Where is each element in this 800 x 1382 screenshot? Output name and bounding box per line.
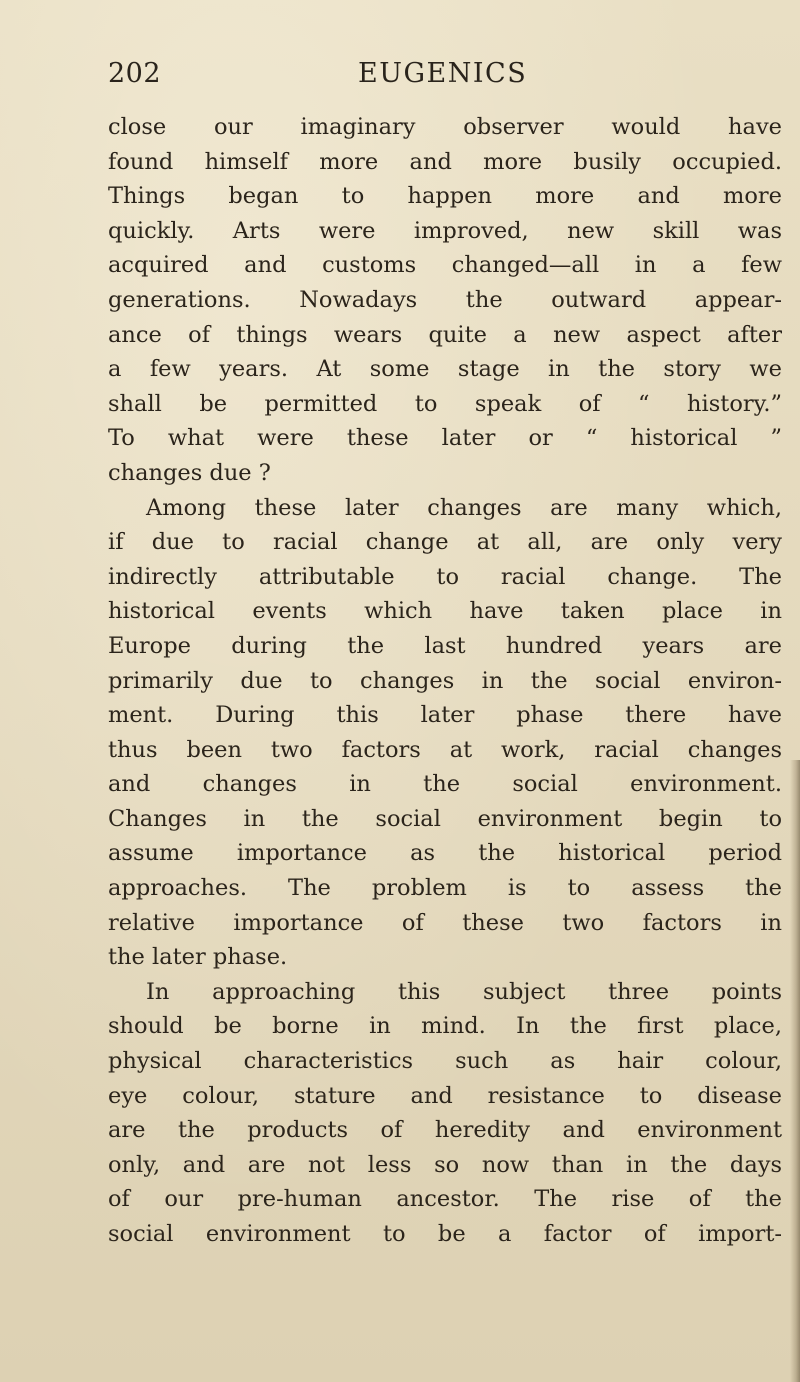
page-edge-shadow [790,760,800,1382]
page-header [108,52,778,96]
text-line: eye colour, stature and resistance to disease [108,1082,782,1109]
paragraph-end-line: changes due ? [108,459,271,486]
text-line: historical events which have taken place in [108,598,782,625]
page-number: 202 [108,58,162,89]
text-line: should be borne in mind. In the first place, [108,1013,782,1040]
text-line: Things began to happen more and more [108,183,782,210]
text-line: ance of things wears quite a new aspect after [108,321,782,348]
text-line: approaches. The problem is to assess the [108,875,782,902]
text-line: if due to racial change at all, are only very [108,529,782,556]
text-line: Europe during the last hundred years are [108,632,782,659]
text-line: close our imaginary observer would have [108,114,782,140]
text-line: only, and are not less so now than in the days [108,1151,782,1178]
text-line: found himself more and more busily occupied. [108,148,782,175]
body-text [108,110,782,1252]
text-line: acquired and customs changed—all in a few [108,252,782,279]
text-line: To what were these later or “ historical ” [108,425,782,452]
text-line: quickly. Arts were improved, new skill was [108,217,782,244]
text-line: a few years. At some stage in the story we [108,356,782,383]
text-line: ment. During this later phase there have [108,702,782,729]
paragraph-end-line: the later phase. [108,944,288,971]
text-line: and changes in the social environment. [108,771,782,798]
text-line: of our pre-human ancestor. The rise of the [108,1186,782,1213]
text-line: assume importance as the historical period [108,840,782,867]
text-line: indirectly attributable to racial change. The [108,563,782,590]
text-line: generations. Nowadays the outward appear- [108,286,782,313]
text-line: physical characteristics such as hair colour, [108,1048,782,1075]
paragraph-start-line: In approaching this subject three points [146,978,782,1005]
running-head: EUGENICS [358,58,528,89]
text-line: primarily due to changes in the social environ- [108,667,782,694]
text-line: thus been two factors at work, racial changes [108,736,782,763]
paragraph-start-line: Among these later changes are many which, [146,494,782,521]
text-line: relative importance of these two factors in [108,909,782,936]
text-line: Changes in the social environment begin to [108,805,782,832]
text-line: are the products of heredity and environment [108,1117,782,1144]
text-line: social environment to be a factor of import- [108,1221,782,1247]
text-line: shall be permitted to speak of “ history.” [108,390,782,417]
